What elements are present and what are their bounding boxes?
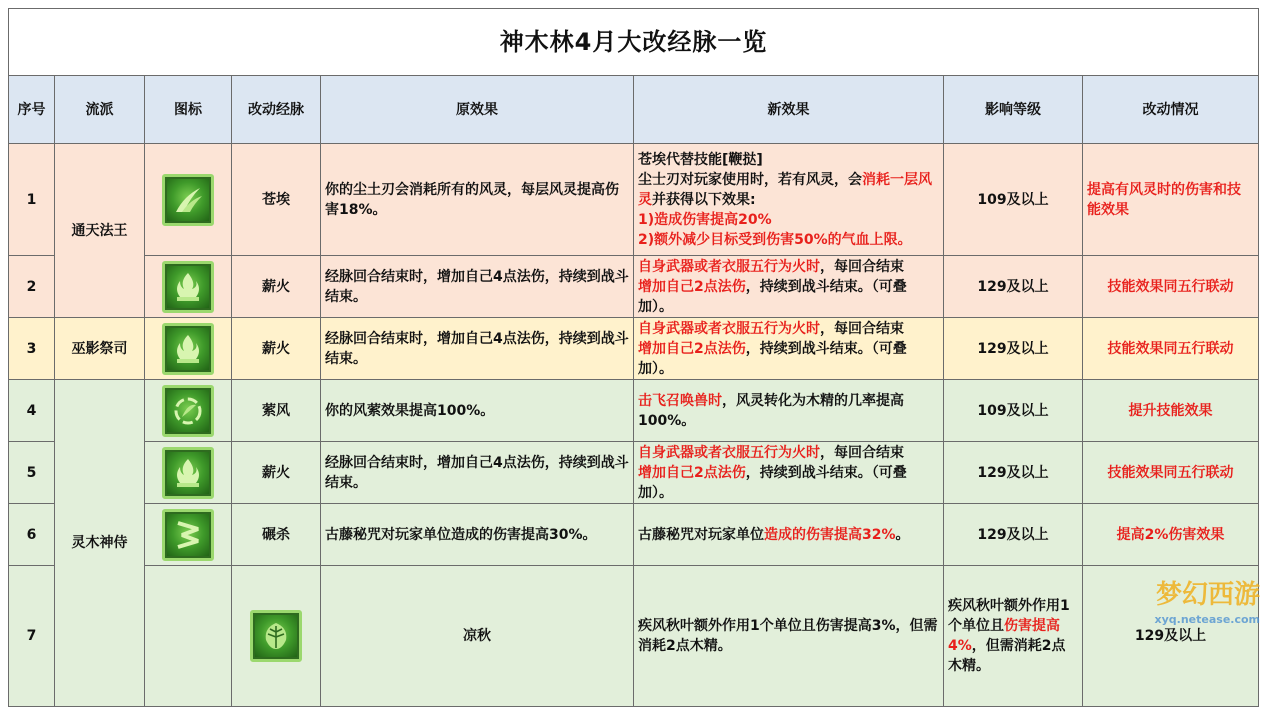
icon-cell [145,144,232,256]
header-level: 影响等级 [944,76,1083,144]
original-effect: 你的风萦效果提高100%。 [321,380,634,442]
fire-icon [162,447,214,499]
row-number: 6 [9,504,55,566]
meridian-name: 萦风 [232,380,321,442]
new-effect [634,442,944,504]
new-effect-highlight: 2)额外减少目标受到伤害50%的气血上限。 [638,232,912,248]
icon-cell [145,380,232,442]
change-summary: 提高有风灵时的伤害和技能效果 [1083,144,1259,256]
new-effect-highlight: 1)造成伤害提高20% [638,212,772,228]
meridian-name: 薪火 [232,256,321,318]
header-icon: 图标 [145,76,232,144]
new-effect [634,318,944,380]
school-name: 通天法王 [55,144,145,318]
row-number: 4 [9,380,55,442]
original-effect: 经脉回合结束时，增加自己4点法伤，持续到战斗结束。 [321,256,634,318]
original-effect: 疾风秋叶额外作用1个单位且伤害提高3%，但需消耗2点木精。 [634,566,944,707]
table-row [9,442,1259,504]
new-effect-highlight: 消耗一层风灵 [638,172,932,208]
meridian-name: 薪火 [232,318,321,380]
change-summary: 提高2%伤害效果 [1083,504,1259,566]
watermark-logo-text: 梦幻西游 [1156,580,1260,610]
impact-level: 109及以上 [944,380,1083,442]
new-effect-highlight: 造成的伤害提高32% [764,527,896,543]
new-effect-text: ，持续到战斗结束。（可叠加）。 [638,341,907,377]
header-meridian: 改动经脉 [232,76,321,144]
new-effect [634,504,944,566]
meridian-name: 苍埃 [232,144,321,256]
icon-cell [145,504,232,566]
impact-level: 129及以上 [944,442,1083,504]
header-num: 序号 [9,76,55,144]
impact-level: 129及以上 [944,256,1083,318]
new-effect-highlight: 增加自己2点法伤 [638,465,746,481]
table-row [9,144,1259,256]
impact-level: 129及以上 [1083,566,1259,707]
new-effect [634,256,944,318]
swirl-leaf-icon [162,385,214,437]
meridian-name: 凉秋 [321,566,634,707]
original-effect: 经脉回合结束时，增加自己4点法伤，持续到战斗结束。 [321,318,634,380]
row-number: 5 [9,442,55,504]
school-name: 灵木神侍 [55,380,145,707]
impact-level: 129及以上 [944,504,1083,566]
header-school: 流派 [55,76,145,144]
header-original-effect: 原效果 [321,76,634,144]
fire-icon [162,261,214,313]
fire-icon [162,323,214,375]
change-summary: 提升技能效果 [1083,380,1259,442]
change-summary: 技能效果同五行联动 [1083,442,1259,504]
watermark-logo [1110,577,1260,635]
new-effect [634,380,944,442]
new-effect-text: 并获得以下效果: [652,192,756,208]
meridian-name: 薪火 [232,442,321,504]
new-effect-highlight: 自身武器或者衣服五行为火时 [638,445,820,461]
new-effect-highlight: 增加自己2点法伤 [638,341,746,357]
meridian-change-table-sheet [8,8,1258,633]
row-number: 1 [9,144,55,256]
new-effect-highlight: 增加自己2点法伤 [638,279,746,295]
change-summary: 技能效果同五行联动 [1083,318,1259,380]
impact-level: 129及以上 [944,318,1083,380]
icon-cell [145,318,232,380]
header-change: 改动情况 [1083,76,1259,144]
icon-cell [145,442,232,504]
vine-strike-icon [162,509,214,561]
table-row [9,504,1259,566]
new-effect-highlight: 自身武器或者衣服五行为火时 [638,321,820,337]
school-name: 巫影祭司 [55,318,145,380]
new-effect-text: 疾风秋叶额外作用1个单位且 [948,598,1070,634]
page-title: 神木林4月大改经脉一览 [9,9,1259,76]
new-effect-highlight: 自身武器或者衣服五行为火时 [638,259,820,275]
new-effect [634,144,944,256]
new-effect-text: ，每回合结束 [820,445,904,461]
new-effect-text: ，持续到战斗结束。（可叠加）。 [638,279,907,315]
new-effect-text: ，每回合结束 [820,259,904,275]
table-row [9,318,1259,380]
new-effect-text: 。 [896,527,910,543]
change-summary: 技能效果同五行联动 [1083,256,1259,318]
header-row [9,76,1259,144]
wind-blade-icon [162,174,214,226]
new-effect-text: 古藤秘咒对玩家单位 [638,527,764,543]
table-row [9,256,1259,318]
original-effect: 古藤秘咒对玩家单位造成的伤害提高30%。 [321,504,634,566]
meridian-table [8,8,1259,707]
new-effect-text: ，但需消耗2点木精。 [948,638,1066,674]
row-number: 7 [9,566,55,707]
new-effect-text: ，持续到战斗结束。（可叠加）。 [638,465,907,501]
new-effect [944,566,1083,707]
icon-cell [232,566,321,707]
school-name-empty [145,566,232,707]
row-number: 2 [9,256,55,318]
new-effect-text: ，风灵转化为木精的几率提高100%。 [638,393,904,429]
new-effect-text: 尘士刃对玩家使用时，若有风灵，会 [638,172,862,188]
row-number: 3 [9,318,55,380]
autumn-leaf-icon [250,610,302,662]
new-effect-text: ，每回合结束 [820,321,904,337]
new-effect-line: 苍埃代替技能[鞭挞] [638,152,763,168]
header-new-effect: 新效果 [634,76,944,144]
icon-cell [145,256,232,318]
original-effect: 你的尘土刃会消耗所有的风灵，每层风灵提高伤害18%。 [321,144,634,256]
original-effect: 经脉回合结束时，增加自己4点法伤，持续到战斗结束。 [321,442,634,504]
new-effect-highlight: 击飞召唤兽时 [638,393,722,409]
table-row [9,566,1259,707]
impact-level: 109及以上 [944,144,1083,256]
table-row [9,380,1259,442]
watermark-url: xyq.netease.com [1110,613,1260,627]
meridian-name: 碾杀 [232,504,321,566]
new-effect-highlight: 伤害提高4% [948,618,1060,654]
